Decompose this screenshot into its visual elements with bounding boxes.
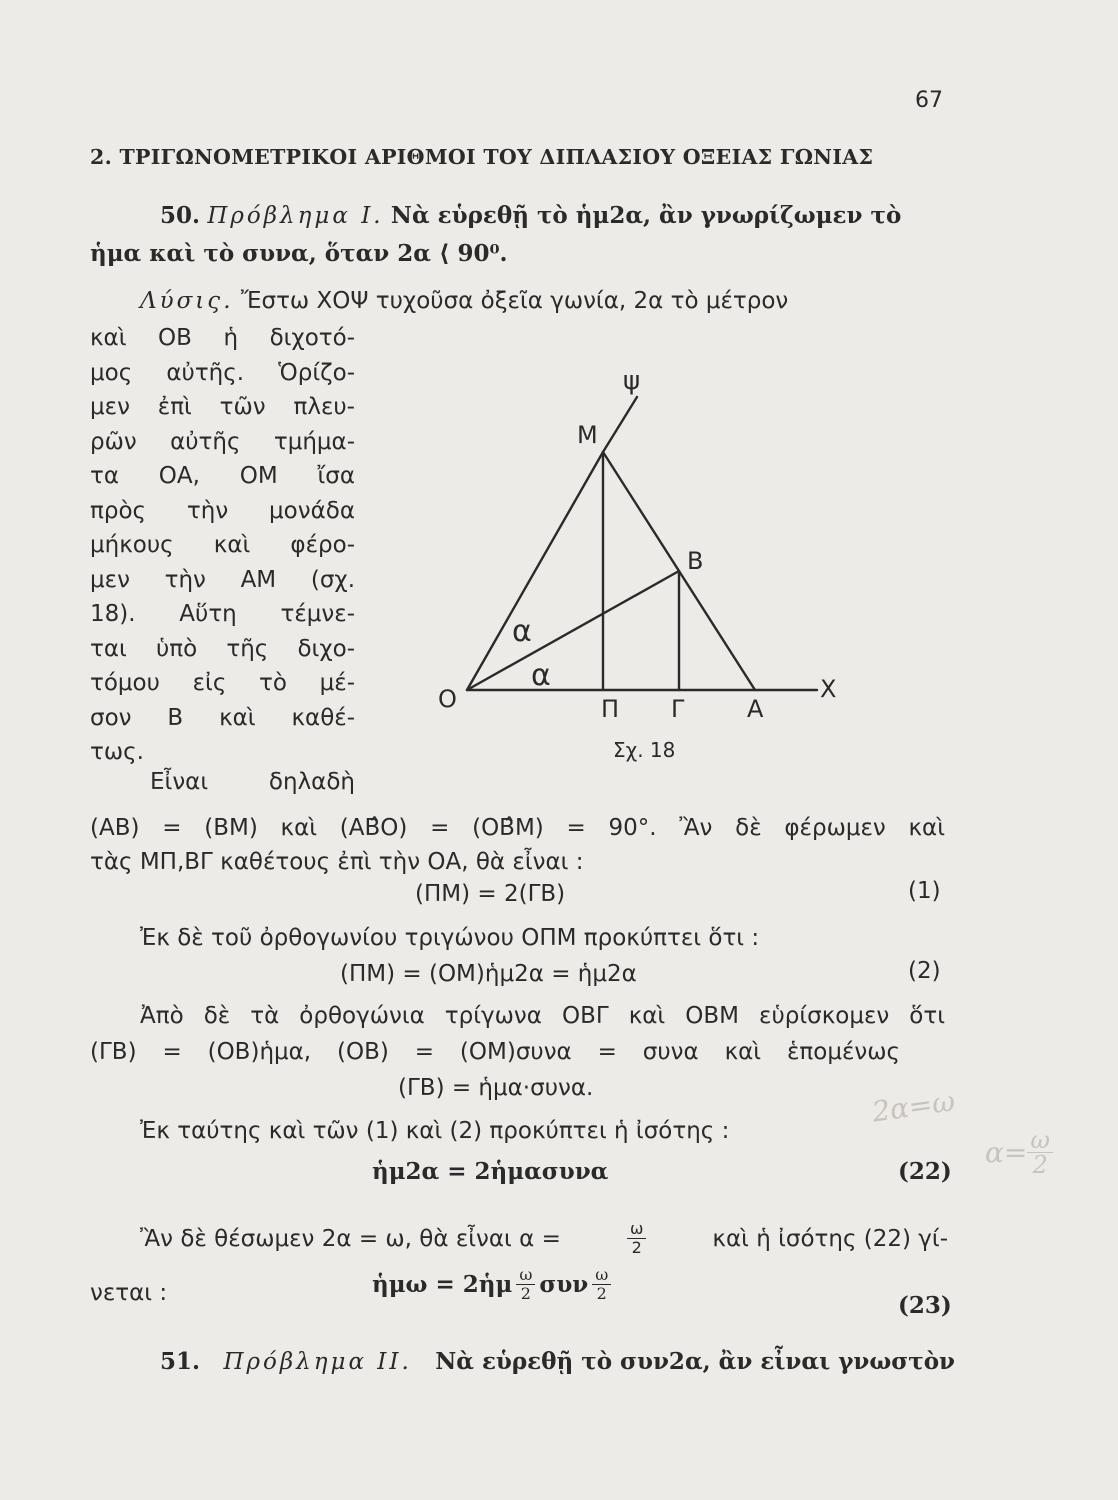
side-line: 18). Αὕτη τέμνε- bbox=[90, 601, 355, 627]
label-m: Μ bbox=[577, 421, 598, 449]
line-an-end: καὶ ἡ ἰσότης (22) γί- bbox=[712, 1225, 948, 1252]
side-line: τα ΟΑ, ΟΜ ἴσα bbox=[90, 463, 355, 489]
fraction-numerator: ω bbox=[592, 1266, 611, 1285]
equation-23-left: ἡμω = 2ἡμ bbox=[372, 1270, 513, 1298]
side-line: μήκους καὶ φέρο- bbox=[90, 532, 355, 558]
problem-label: Πρόβλημα Ι. bbox=[207, 203, 384, 229]
label-alpha-lower: α bbox=[531, 658, 551, 693]
figure-18 bbox=[405, 355, 865, 775]
side-column bbox=[90, 322, 355, 771]
problem-number: 51. bbox=[160, 1348, 201, 1375]
fraction-omega-2 bbox=[592, 1266, 611, 1303]
line-ek: Ἐκ ταύτης καὶ τῶν (1) καὶ (2) προκύπτει ἡ ἰσότης : bbox=[140, 1118, 730, 1144]
label-p: Π bbox=[601, 695, 620, 723]
problem-text: Νὰ εὑρεθῇ τὸ συν2α, ἂν εἶναι γνωστὸν bbox=[435, 1348, 955, 1375]
problem-number: 50. bbox=[160, 202, 201, 229]
side-line: τως. bbox=[90, 739, 144, 765]
handwritten-note-text: α= bbox=[985, 1136, 1028, 1169]
segment-om bbox=[467, 452, 603, 690]
side-line: σον Β καὶ καθέ- bbox=[90, 704, 355, 731]
line-mp-bg: τὰς ΜΠ,ΒΓ καθέτους ἐπὶ τὴν ΟΑ, θὰ εἶναι : bbox=[90, 849, 584, 875]
handwritten-denominator: 2 bbox=[1032, 1151, 1048, 1179]
fraction-numerator: ω bbox=[516, 1266, 535, 1285]
side-line: μεν ἐπὶ τῶν πλευ- bbox=[90, 394, 355, 420]
equation-23-number: (23) bbox=[898, 1292, 952, 1319]
side-last-line: Εἶναι δηλαδὴ bbox=[150, 769, 355, 795]
fraction-denominator: 2 bbox=[520, 1284, 531, 1303]
line-apo: Ἀπὸ δὲ τὰ ὀρθογώνια τρίγωνα ΟΒΓ καὶ ΟΒΜ εὑρίσκομεν ὅτι bbox=[140, 1003, 945, 1029]
label-o: Ο bbox=[438, 685, 457, 713]
problem-50-line2: ἡμα καὶ τὸ συνα, ὅταν 2α ⟨ 90⁰. bbox=[90, 240, 508, 267]
equation-23-mid: συν bbox=[539, 1270, 589, 1298]
label-x: Χ bbox=[820, 675, 837, 703]
page-number: 67 bbox=[915, 88, 943, 113]
solution-first-line bbox=[140, 285, 945, 317]
fraction-denominator: 2 bbox=[596, 1284, 607, 1303]
solution-first-text: Ἔστω ΧΟΨ τυχοῦσα ὀξεῖα γωνία, 2α τὸ μέτρον bbox=[240, 288, 789, 314]
bisector-ob bbox=[467, 571, 679, 690]
line-an bbox=[140, 1220, 948, 1257]
fraction-omega-2 bbox=[516, 1266, 535, 1303]
handwritten-note-fraction bbox=[985, 1128, 1053, 1177]
handwritten-fraction bbox=[1027, 1128, 1053, 1177]
fraction-denominator: 2 bbox=[631, 1238, 642, 1257]
equation-22: ἡμ2α = 2ἡμασυνα bbox=[372, 1158, 609, 1185]
fraction-omega-2 bbox=[627, 1220, 646, 1257]
problem-50-line1 bbox=[160, 200, 945, 232]
label-g: Γ bbox=[671, 695, 685, 723]
fraction-numerator: ω bbox=[627, 1220, 646, 1239]
line-ab-bm: (ΑΒ) = (ΒΜ) καὶ (ΑΒ̂Ο) = (ΟΒ̂Μ) = 90°. Ἂν δὲ φέρωμεν καὶ bbox=[90, 815, 945, 841]
label-psi: ψ bbox=[623, 366, 641, 396]
side-line: καὶ ΟΒ ἡ διχοτό- bbox=[90, 325, 355, 351]
side-line: μεν τὴν ΑΜ (σχ. bbox=[90, 566, 355, 593]
equation-gb: (ΓΒ) = ἡμα·συνα. bbox=[398, 1075, 594, 1101]
solution-label: Λύσις. bbox=[140, 288, 234, 314]
equation-2: (ΠΜ) = (ΟΜ)ἡμ2α = ἡμ2α bbox=[340, 961, 637, 987]
side-line: ται ὑπὸ τῆς διχο- bbox=[90, 635, 355, 662]
figure-caption: Σχ. 18 bbox=[613, 738, 676, 762]
problem-text: Νὰ εὑρεθῇ τὸ ἡμ2α, ἂν γνωρίζωμεν τὸ bbox=[390, 202, 902, 229]
line-gb: (ΓΒ) = (ΟΒ)ἡμα, (ΟΒ) = (ΟΜ)συνα = συνα καὶ ἑπομένως bbox=[90, 1039, 900, 1065]
equation-22-number: (22) bbox=[898, 1158, 952, 1185]
equation-2-number: (2) bbox=[908, 958, 941, 984]
line-an-start: Ἂν δὲ θέσωμεν 2α = ω, θὰ εἶναι α = bbox=[140, 1225, 561, 1252]
problem-51 bbox=[160, 1346, 955, 1378]
equation-1-number: (1) bbox=[908, 878, 941, 904]
handwritten-note: 2α=ω bbox=[870, 1084, 957, 1129]
label-a: Α bbox=[747, 695, 764, 723]
equation-1: (ΠΜ) = 2(ΓΒ) bbox=[415, 881, 566, 907]
label-b: Β bbox=[687, 547, 704, 575]
ray-m-psi bbox=[603, 397, 637, 452]
side-line: πρὸς τὴν μονάδα bbox=[90, 497, 355, 524]
line-orthogonal: Ἐκ δὲ τοῦ ὀρθογωνίου τριγώνου ΟΠΜ προκύπτει ὅτι : bbox=[140, 925, 760, 951]
side-line: μος αὐτῆς. Ὁρίζο- bbox=[90, 359, 355, 386]
handwritten-numerator: ω bbox=[1027, 1128, 1053, 1153]
line-netai: νεται : bbox=[90, 1280, 168, 1306]
side-line: ρῶν αὐτῆς τμήμα- bbox=[90, 428, 355, 455]
equation-23 bbox=[372, 1266, 615, 1303]
side-line: τόμου εἰς τὸ μέ- bbox=[90, 670, 355, 696]
label-alpha-upper: α bbox=[512, 614, 532, 649]
problem-label: Πρόβλημα ΙΙ. bbox=[223, 1349, 412, 1375]
section-heading: 2. ΤΡΙΓΩΝΟΜΕΤΡΙΚΟΙ ΑΡΙΘΜΟΙ ΤΟΥ ΔΙΠΛΑΣΙΟΥ ΟΞΕΙΑΣ ΓΩΝΙΑΣ bbox=[90, 145, 874, 169]
